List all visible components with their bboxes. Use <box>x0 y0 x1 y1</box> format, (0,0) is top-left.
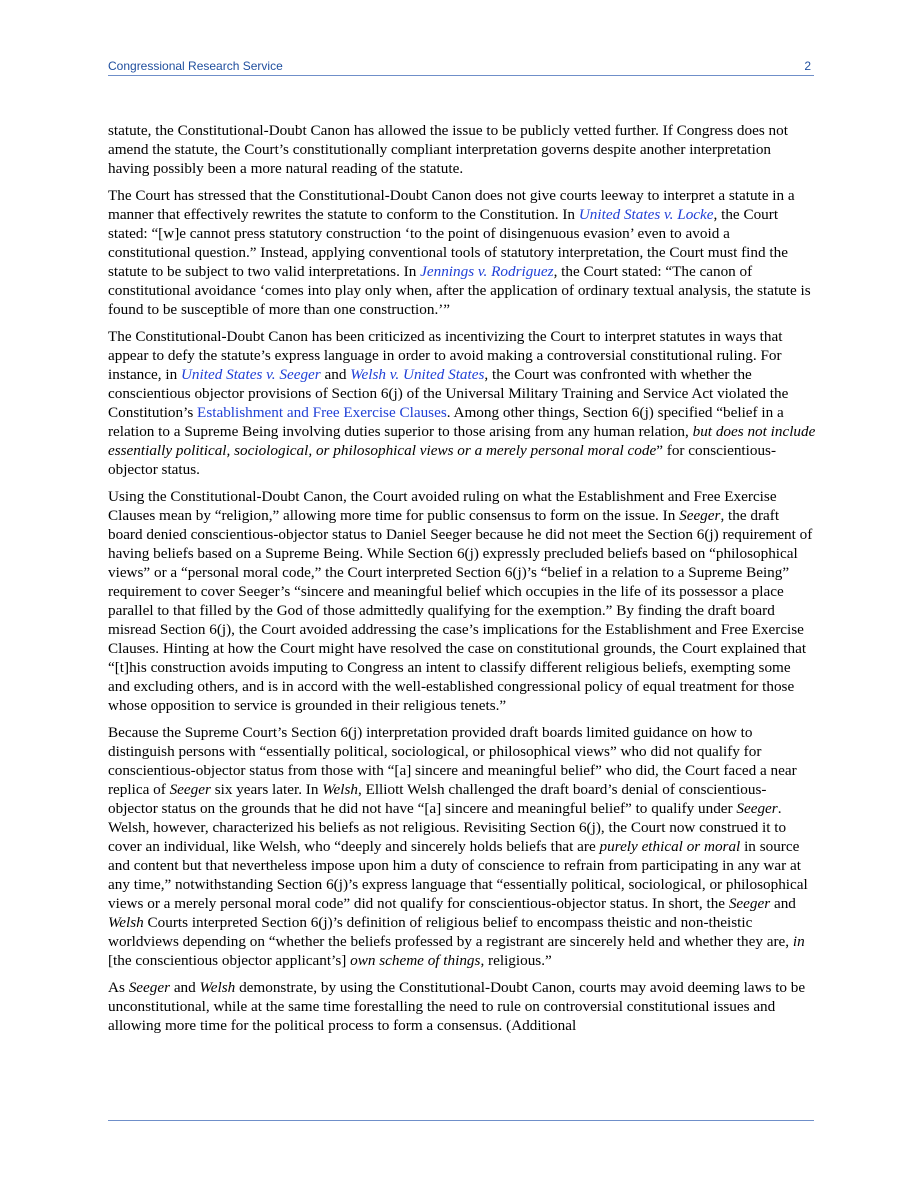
text-run: , the Court was confronted with whether the conscientious objector provisions of Section 6(j) of the Universal Military Training and Service Act violated the Constitution’s <box>108 366 789 421</box>
text-run: , religious.” <box>480 952 552 969</box>
italic-text: in <box>792 933 805 950</box>
citation-link[interactable]: United States v. Locke <box>578 206 714 223</box>
document-body <box>108 121 816 1043</box>
citation-link[interactable]: Welsh v. United States <box>350 366 485 383</box>
header-org-name: Congressional Research Service <box>108 59 283 73</box>
italic-text: Seeger <box>128 979 171 996</box>
text-run: demonstrate, by using the Constitutional-Doubt Canon, courts may avoid deeming laws to be unconstitutional, while at the same time forestalling the need to rule on controversial constitutional issues and allowing more time for the political process to form a consensus. (Additional <box>108 979 806 1034</box>
paragraph <box>108 186 816 319</box>
italic-text: purely ethical or moral <box>599 838 741 855</box>
text-run: Because the Supreme Court’s Section 6(j) interpretation provided draft boards limited guidance on how to distinguish persons with “essentially political, sociological, or philosophical views” who did not qualify for conscientious-objector status from those with “[a] sincere and meaningful belief” who did, the Court faced a near replica of <box>108 724 797 798</box>
text-run: ” for conscientious-objector status. <box>108 442 777 478</box>
italic-text: own scheme of things <box>350 952 481 969</box>
footer-rule <box>108 1120 814 1121</box>
text-run: . Welsh, however, characterized his beliefs as not religious. Revisiting Section 6(j), the Court now construed it to cover an individual, like Welsh, who “deeply and sincerely holds beliefs that are <box>108 800 787 855</box>
citation-link[interactable]: Jennings v. Rodriguez <box>420 263 554 280</box>
italic-text: Seeger <box>736 800 778 817</box>
text-run: , the Court stated: “The canon of constitutional avoidance ‘comes into play only when, after the application of ordinary textual analysis, the statute is found to be susceptible of more than one construction.’” <box>108 263 811 318</box>
italic-text: Seeger <box>679 507 721 524</box>
text-run: , the Court stated: “[w]e cannot press statutory construction ‘to the point of disingenuous evasion’ even to avoid a constitutional question.” Instead, applying conventional tools of statutory interpretation, the Court must find the statute to be subject to two valid interpretations. In <box>108 206 788 280</box>
text-run: and <box>320 366 351 383</box>
paragraph <box>108 978 816 1035</box>
paragraph <box>108 327 816 479</box>
italic-text: Welsh <box>322 781 358 798</box>
paragraph <box>108 723 816 970</box>
text-run: Using the Constitutional-Doubt Canon, the Court avoided ruling on what the Establishment and Free Exercise Clauses mean by “religion,” allowing more time for public consensus to form on the issue. In <box>108 488 777 524</box>
italic-text: Welsh <box>199 979 236 996</box>
page-number: 2 <box>804 59 811 73</box>
italic-text: Welsh <box>108 914 144 931</box>
text-run: . Among other things, Section 6(j) specified “belief in a relation to a Supreme Being involving duties superior to those arising from any human relation, <box>108 404 784 440</box>
citation-link[interactable]: United States v. Seeger <box>180 366 321 383</box>
italic-text: but does not include essentially political, sociological, or philosophical views or a merely personal moral code <box>108 423 816 459</box>
citation-link[interactable]: Establishment and Free Exercise Clauses <box>197 404 447 421</box>
text-run: statute, the Constitutional-Doubt Canon has allowed the issue to be publicly vetted further. If Congress does not amend the statute, the Court’s constitutionally compliant interpretation governs despite another interpretation having possibly been a more natural reading of the statute. <box>108 122 788 177</box>
text-run: As <box>108 979 129 996</box>
paragraph <box>108 121 816 178</box>
text-run: [the conscientious objector applicant’s] <box>108 952 351 969</box>
text-run: , the draft board denied conscientious-objector status to Daniel Seeger because he did not meet the Section 6(j) requirement of having beliefs based on a Supreme Being. While Section 6(j) expressly precluded beliefs based on “philosophical views” or a “personal moral code,” the Court interpreted Section 6(j)’s “belief in a relation to a Supreme Being” requirement to cover Seeger’s “sincere and meaningful belief which occupies in the life of its possessor a place parallel to that filled by the God of those admittedly qualifying for the exemption.” By finding the draft board misread Section 6(j), the Court avoided addressing the case’s implications for the Establishment and Free Exercise Clauses. Hinting at how the Court might have resolved the case on constitutional grounds, the Court explained that “[t]his construction avoids imputing to Congress an intent to classify different religious beliefs, exempting some and excluding others, and is in accord with the well-established congressional policy of equal treatment for those whose opposition to service is grounded in their religious tenets.” <box>108 507 813 714</box>
text-run: The Court has stressed that the Constitutional-Doubt Canon does not give courts leeway to interpret a statute in a manner that effectively rewrites the statute to conform to the Constitution. In <box>108 187 795 223</box>
text-run: and <box>170 979 200 996</box>
text-run: in source and content but that nevertheless impose upon him a duty of conscience to refrain from participating in any war at any time,” notwithstanding Section 6(j)’s express language that “essentially political, sociological, or philosophical views or a merely personal moral code” did not qualify for conscientious-objector status. In short, the <box>108 838 808 912</box>
page-header <box>108 58 814 76</box>
italic-text: Seeger <box>728 895 771 912</box>
text-run: six years later. In <box>210 781 323 798</box>
paragraph <box>108 487 816 715</box>
text-run: and <box>770 895 796 912</box>
text-run: Courts interpreted Section 6(j)’s definition of religious belief to encompass theistic and non-theistic worldviews depending on “whether the beliefs professed by a registrant are sincerely held and whether they are, <box>108 914 793 950</box>
text-run: , Elliott Welsh challenged the draft board’s denial of conscientious-objector status on the grounds that he did not have “[a] sincere and meaningful belief” to qualify under <box>108 781 767 817</box>
italic-text: Seeger <box>169 781 211 798</box>
text-run: The Constitutional-Doubt Canon has been criticized as incentivizing the Court to interpret statutes in ways that appear to defy the statute’s express language in order to avoid making a controversial constitutional ruling. For instance, in <box>108 328 783 383</box>
